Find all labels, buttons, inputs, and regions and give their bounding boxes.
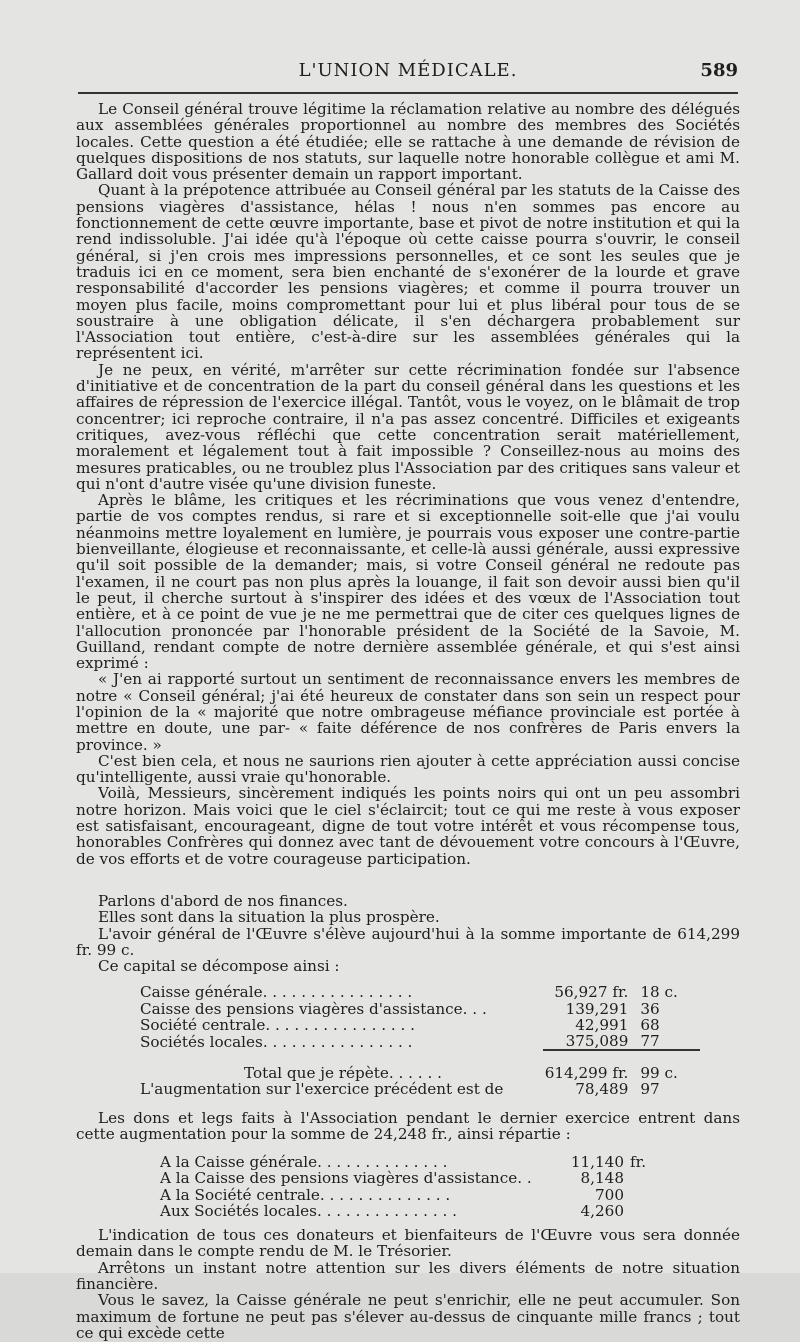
- quotation: « J'en ai rapporté surtout un sentiment de reconnaissance envers les membres de notre « Conseil général; j'ai été heureux de constater dans son sein un respect pour l'opinion de la « majorité que notre ombrageuse méfiance provinciale est portée à mettre en doute, une par- « faite déférence de nos confrères de Paris envers la province. »: [76, 670, 740, 754]
- body-text: [76, 101, 740, 1341]
- row-unit: [624, 1170, 646, 1186]
- paragraph: Voilà, Messieurs, sincèrement indiqués les points noirs qui ont un peu assombri notre horizon. Mais voici que le ciel s'éclaircit; tout ce qui me reste à vous exposer est satisfaisant, encourageant, digne de tout votre intérêt et vous récompense tous, honorables Confrères qui donnez avec tant de dévouement votre concours à l'Œuvre, de vos efforts et de votre courageuse participation.: [76, 784, 740, 868]
- row-centimes: 68: [640, 1015, 660, 1034]
- paragraph: Les dons et legs faits à l'Association pendant le dernier exercice entrent dans cette augmentation pour la somme de 24,248 fr., ainsi répartie :: [76, 1108, 740, 1143]
- paragraph: L'avoir général de l'Œuvre s'élève aujourd'hui à la somme importante de 614,299 fr. 99 c.: [76, 924, 740, 959]
- gifts-table: [160, 1154, 646, 1219]
- table-row: [160, 1170, 646, 1186]
- row-label: Société centrale. . . . . . . . . . . . . . . .: [140, 1015, 416, 1034]
- row-label: Aux Sociétés locales. . . . . . . . . . . . . . .: [160, 1201, 457, 1220]
- page-number: 589: [700, 60, 738, 81]
- augmentation-francs: 78,489: [575, 1080, 629, 1099]
- table-row: [140, 984, 700, 1000]
- paragraph: Le Conseil général trouve légitime la réclamation relative au nombre des délégués aux assemblées générales proportionnel au nombre des membres des Sociétés locales. Cette question a été étudiée; elle se rattache à une demande de révision de quelques dispositions de nos statuts, sur laquelle notre honorable collègue et ami M. Gallard doit vous présenter demain un rapport important.: [76, 100, 740, 184]
- table-row: [160, 1187, 646, 1203]
- table-row: [140, 1017, 700, 1033]
- table-row: [160, 1203, 646, 1219]
- row-francs: 8,148: [580, 1169, 624, 1188]
- row-francs: 139,291: [565, 999, 629, 1018]
- table-row: [140, 1033, 700, 1050]
- paragraph: Après le blâme, les critiques et les récriminations que vous venez d'entendre, partie de vos comptes rendus, si rare et si exceptionnelle soit-elle que j'ai voulu néanmoins mettre loyalement en lumière, je pourrais vous exposer une contre-partie bienveillante, élogieuse et reconnaissante, et celle-là aussi générale, aussi expressive qu'il soit possible de la demander; mais, si votre Conseil général ne redoute pas l'examen, il ne court pas non plus après la louange, il fait son devoir aussi bien qu'il le peut, il cherche surtout à s'inspirer des idées et des vœux de l'Association tout entière, et à ce point de vue je ne me permettrai que de citer ces quelques lignes de l'allocution prononcée par l'honorable président de la Société de la Savoie, M. Guilland, rendant compte de notre dernière assemblée générale, et qui s'est ainsi exprimé :: [76, 491, 740, 673]
- table-row: [160, 1154, 646, 1170]
- row-centimes: 36: [640, 999, 660, 1018]
- row-centimes: 18 c.: [640, 983, 678, 1002]
- row-unit: [624, 1203, 646, 1219]
- row-francs: 375,089: [565, 1032, 629, 1051]
- row-francs: 4,260: [580, 1201, 624, 1220]
- paragraph: Elles sont dans la situation la plus prospère.: [98, 908, 440, 927]
- row-label: A la Caisse des pensions viagères d'assistance. .: [160, 1169, 532, 1188]
- total-label: Total que je répète. . . . . .: [244, 1063, 442, 1082]
- header-rule: [78, 92, 738, 94]
- row-label: A la Société centrale. . . . . . . . . . . . . .: [160, 1185, 451, 1204]
- row-francs: 56,927 fr.: [554, 983, 629, 1002]
- row-unit: fr.: [630, 1153, 647, 1172]
- capital-table: [140, 984, 700, 1097]
- total-row: [140, 1050, 700, 1081]
- table-row: [140, 1001, 700, 1017]
- paragraph: Parlons d'abord de nos finances.: [98, 891, 348, 910]
- row-centimes: 77: [640, 1032, 660, 1051]
- row-label: Caisse des pensions viagères d'assistance. . .: [140, 999, 487, 1018]
- paragraph: Vous le savez, la Caisse générale ne peut s'enrichir, elle ne peut accumuler. Son maximum de fortune ne peut pas s'élever au-dessus de cinquante mille francs ; tout ce qui excède cette: [76, 1291, 740, 1342]
- paragraph: L'indication de tous ces donateurs et bienfaiteurs de l'Œuvre vous sera donnée demain dans le compte rendu de M. le Trésorier.: [76, 1226, 740, 1261]
- total-centimes: 99 c.: [628, 1050, 700, 1081]
- row-label: Sociétés locales. . . . . . . . . . . . . . . .: [140, 1032, 413, 1051]
- page-header: [78, 60, 738, 86]
- paragraph: Arrêtons un instant notre attention sur les divers éléments de notre situation financière.: [76, 1258, 740, 1293]
- row-francs: 11,140: [570, 1153, 624, 1172]
- augmentation-label: L'augmentation sur l'exercice précédent est de: [140, 1080, 504, 1099]
- row-label: Caisse générale. . . . . . . . . . . . . . . .: [140, 983, 413, 1002]
- paragraph: C'est bien cela, et nous ne saurions rien ajouter à cette appréciation aussi concise qu'intelligente, aussi vraie qu'honorable.: [76, 751, 740, 787]
- augmentation-centimes: 97: [640, 1080, 660, 1099]
- row-francs: 700: [595, 1185, 624, 1204]
- paragraph: Ce capital se décompose ainsi :: [98, 957, 340, 976]
- paragraph: Je ne peux, en vérité, m'arrêter sur cette récrimination fondée sur l'absence d'initiative et de concentration de la part du conseil général dans les questions et les affaires de répression de l'exercice illégal. Tantôt, vous le voyez, on le blâmait de trop concentrer; ici reproche contraire, il n'a pas assez concentré. Difficiles et exigeants critiques, avez-vous réfléchi que cette concentration serait matériellement, moralement et légalement tout à fait impossible ? Conseillez-nous au moins des mesures praticables, ou ne troublez plus l'Association par des critiques sans valeur et qui n'ont d'autre visée qu'une division funeste.: [76, 360, 740, 493]
- row-label: A la Caisse générale. . . . . . . . . . . . . .: [160, 1153, 448, 1172]
- total-francs: 614,299 fr.: [543, 1050, 628, 1081]
- augmentation-row: [140, 1081, 700, 1097]
- row-francs: 42,991: [575, 1015, 629, 1034]
- row-unit: [624, 1187, 646, 1203]
- paragraph: Quant à la prépotence attribuée au Conseil général par les statuts de la Caisse des pensions viagères d'assistance, hélas ! nous n'en sommes pas encore au fonctionnement de cette œuvre importante, base et pivot de notre institution et qui la rend indissoluble. J'ai idée qu'à l'époque où cette caisse pourra s'ouvrir, le conseil général, si j'en crois mes impressions personnelles, et ce sont les seules que je traduis ici en ce moment, sera bien enchanté de s'exonérer de la lourde et grave responsabilité d'accorder les pensions viagères; et comme il pourra trouver un moyen plus facile, moins compromettant pour lui et plus libéral pour tous de se soustraire à une obligation délicate, il s'en déchargera probablement sur l'Association tout entière, c'est-à-dire sur les assemblées générales qui la représentent ici.: [76, 181, 740, 363]
- running-title: L'UNION MÉDICALE.: [298, 60, 518, 81]
